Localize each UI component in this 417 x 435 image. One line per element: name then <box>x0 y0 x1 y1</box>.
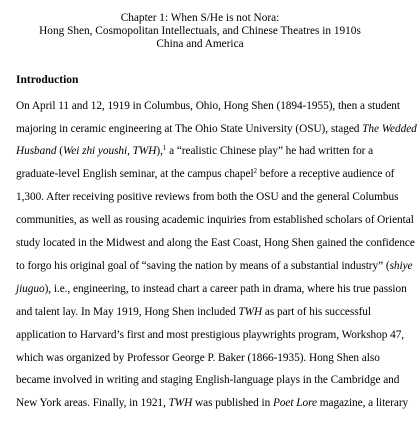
text-run: New York areas. Finally, in 1921, <box>16 397 169 410</box>
body-line <box>16 95 400 118</box>
text-run: which was organized by Professor George P. Baker (1866-1935). Hong Shen also <box>16 351 380 364</box>
play-title-italic: Husband <box>16 145 57 158</box>
text-run: graduate-level English seminar, at the campus chapel <box>16 168 254 181</box>
text-run: ( <box>56 145 63 158</box>
text-run: and talent lay. In May 1919, Hong Shen included <box>16 305 239 318</box>
body-line <box>16 255 413 278</box>
body-line <box>16 209 414 232</box>
chapter-title <box>16 12 384 52</box>
chapter-title-line-2: Hong Shen, Cosmopolitan Intellectuals, and Chinese Theatres in 1910s <box>39 25 361 38</box>
pinyin-italic: shiye <box>389 259 413 272</box>
body-line <box>16 163 395 186</box>
body-line <box>16 140 384 163</box>
chapter-title-line-3: China and America <box>156 38 244 51</box>
text-run: ), <box>156 145 163 158</box>
text-run: magazine, a literary <box>316 397 409 410</box>
text-run: a “realistic Chinese play” he had written for a <box>166 145 374 158</box>
pinyin-italic: jiuguo <box>16 282 45 295</box>
body-line <box>16 347 384 370</box>
section-heading: Introduction <box>16 73 79 86</box>
play-title-italic: TWH <box>168 397 193 410</box>
body-line <box>16 118 417 141</box>
footnote-marker: 1 <box>162 144 167 153</box>
body-line <box>16 232 415 255</box>
play-title-italic: The Wedded <box>362 122 417 135</box>
text-run: ), i.e., engineering, to instead chart a career path in drama, where his true passion <box>44 282 407 295</box>
play-title-italic: Wei zhi youshi, TWH <box>62 145 157 158</box>
body-line <box>16 324 405 347</box>
body-line <box>16 301 384 324</box>
text-run: as part of his successful <box>262 305 371 318</box>
text-run: was published in <box>192 397 273 410</box>
body-line <box>16 186 399 209</box>
text-run: to forgo his original goal of “saving the nation by means of a substantial industry” ( <box>16 259 390 272</box>
text-run: 1,300. After receiving positive reviews from both the OSU and the general Columbus <box>16 191 399 204</box>
magazine-title-italic: Poet Lore <box>272 397 317 410</box>
text-run: communities, as well as rousing academic inquiries from established scholars of Oriental <box>16 214 414 227</box>
body-line <box>16 392 409 415</box>
body-line <box>16 369 400 392</box>
footnote-marker: 2 <box>253 167 257 176</box>
text-run: became involved in writing and staging English-language plays in the Cambridge and <box>16 374 400 387</box>
text-run: study located in the Midwest and along the East Coast, Hong Shen gained the confidence <box>16 237 415 250</box>
play-title-italic: TWH <box>238 305 263 318</box>
chapter-title-line-1: Chapter 1: When S/He is not Nora: <box>120 12 280 24</box>
text-run: On April 11 and 12, 1919 in Columbus, Ohio, Hong Shen (1894-1955), then a student <box>16 99 400 112</box>
body-line <box>16 278 407 301</box>
body-paragraph <box>16 95 417 416</box>
text-run: before a receptive audience of <box>257 168 395 181</box>
text-run: application to Harvard’s first and most prestigious playwrights program, Workshop 47, <box>16 328 405 341</box>
text-run: majoring in ceramic engineering at The Ohio State University (OSU), staged <box>16 122 363 135</box>
